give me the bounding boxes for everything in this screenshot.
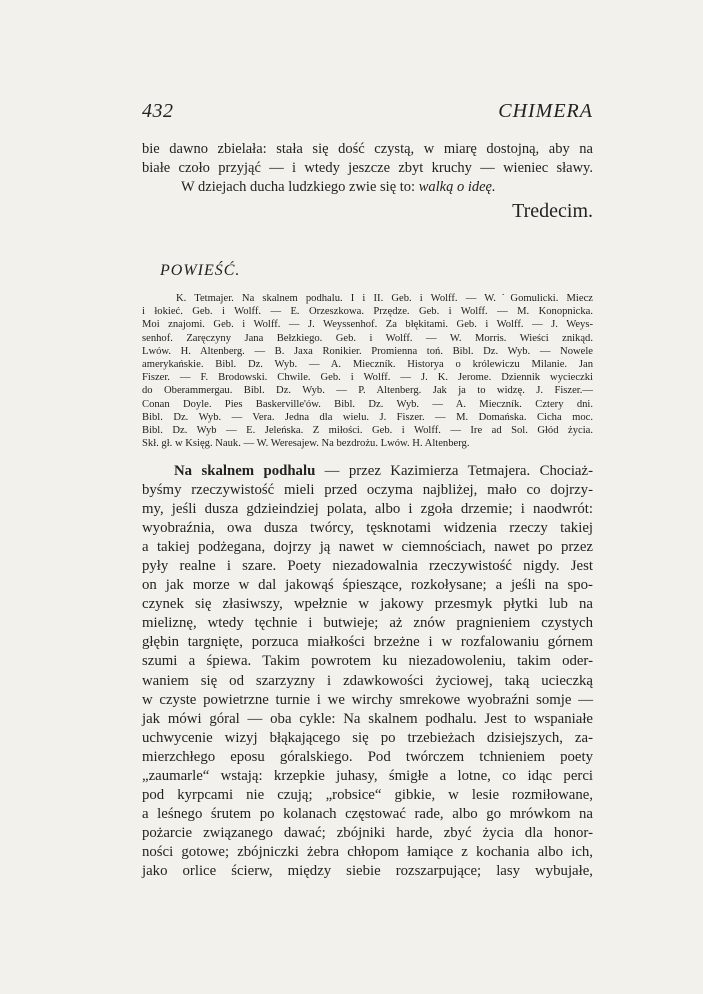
body-line: wyobraźnia, owa dusza twórcy, tęsknotami widzenia rzeczy takiej <box>142 520 593 537</box>
intro-plain: W dziejach ducha ludzkiego zwie się to: <box>181 179 419 195</box>
body-line: „zaumarle“ wstają: krzepkie juhasy, śmigłe a lotne, co idąc perci <box>142 767 593 784</box>
body-line: pod kyrpcami nie czują; „robsice“ gibkie, w lesie rozmiłowane, <box>142 786 593 803</box>
body-line: a takiej podżegana, dojrzy ją nawet w ciemnościach, nawet po przez <box>142 539 593 556</box>
body-line: waniem się od szarzyzny i zdawkowości życiowej, taką ucieczką <box>142 672 593 689</box>
biblio-line: K. Tetmajer. Na skalnem podhalu. I i II. Geb. i Wolff. — W.˙Gomulicki. Miecz <box>176 293 593 304</box>
biblio-line: do Oberammergau. Bibl. Dz. Wyb. — P. Altenberg. Jak ja to widzę. J. Fiszer.— <box>142 385 593 397</box>
review-title: Na skalnem podhalu <box>174 463 316 479</box>
page-number: 432 <box>142 100 174 122</box>
biblio-line: Bibl. Dz. Wyb — E. Jeleńska. Z miłości. Geb. i Wolff. — Ire ad Sol. Głód życia. <box>142 425 593 437</box>
body-line: my, jeśli dusza gdzieindziej polata, albo i zgoła drzemie; i naodwrót: <box>142 501 593 518</box>
bibliography <box>142 292 593 450</box>
body-line: pożarcie związanego dawać; zbójniki harde, zbyć życia dla honor- <box>142 824 593 841</box>
body-line: mierzchłego eposu góralskiego. Pod twórczem tchnieniem poety <box>142 748 593 765</box>
review-lead: — przez Kazimierza Tetmajera. Chociaż- <box>315 463 593 479</box>
body-line: mieliznę, wtedy tęchnie i butwieje; aż znów pragnieniem czystych <box>142 615 593 632</box>
body-line: w czyste powietrzne turnie i we wirchy smrekowe wyobraźni somje — <box>142 691 593 708</box>
intro-line <box>142 178 593 197</box>
intro-line: bie dawno zbielała: stała się dość czystą, w miarę dostojną, aby na <box>142 141 593 157</box>
body-line: a leśnego śrutem po kolanach częstować rade, albo go mrówkom na <box>142 805 593 822</box>
body-line: jak mówi góral — oba cykle: Na skalnem podhalu. Jest to wspaniałe <box>142 710 593 727</box>
biblio-line: senhof. Zaręczyny Jana Bełzkiego. Geb. i Wolff. — W. Morris. Wieści znikąd. <box>142 332 593 344</box>
review-body <box>142 462 593 881</box>
body-line <box>142 462 593 481</box>
body-line: uchwycenie wizyj błąkającego się po trzebieżach dzisiejszych, za- <box>142 729 593 746</box>
intro-italic: walką o ideę. <box>418 179 496 195</box>
signature: Tredecim. <box>512 200 593 222</box>
biblio-line: Lwów. H. Altenberg. — B. Jaxa Ronikier. Promienna toń. Bibl. Dz. Wyb. — Nowele <box>142 345 593 357</box>
body-line: pyły realne i szare. Poety niezadowalnia rzeczywistość nigdy. Jest <box>142 558 593 575</box>
biblio-line: i łokieć. Geb. i Wolff. — E. Orzeszkowa. Przędze. Geb. i Wolff. — M. Konopnicka. <box>142 306 593 318</box>
biblio-line: Conan Doyle. Pies Baskerville'ów. Bibl. Dz. Wyb. — A. Mieczník. Cztery dni. <box>142 398 593 410</box>
body-line: czynek się złasiwszy, wpełznie w jakowy przesmyk płytki lub na <box>142 596 593 613</box>
running-title: CHIMERA <box>498 100 593 122</box>
biblio-line: Moi znajomi. Geb. i Wolff. — J. Weyssenhof. Za błękitami. Geb. i Wolff. — J. Weys- <box>142 319 593 331</box>
intro-line: białe czoło przyjąć — i wtedy jeszcze zbyt kruchy — wieniec sławy. <box>142 160 593 176</box>
biblio-line: Bibl. Dz. Wyb. — Vera. Jedna dla wielu. J. Fiszer. — M. Domańska. Cicha moc. <box>142 411 593 423</box>
biblio-line: amerykańskie. Bibl. Dz. Wyb. — A. Mieczník. Historya o królewiczu Milanie. Jan <box>142 359 593 371</box>
body-line: jako orlice ścierw, między siebie rozszarpujące; lasy wybujałe, <box>142 862 593 879</box>
body-line: on jak morze w dal jakowąś śpieszące, rozkołysane; a jeśli na spo- <box>142 577 593 594</box>
body-line: szumi a śpiewa. Takim powrotem ku niezadowoleniu, takim oder- <box>142 653 593 670</box>
body-line: głębin targnięte, porzuca miałkości brzeżne i w rozfalowaniu górnem <box>142 634 593 651</box>
body-line: ności gotowe; zbójniczki żebra chłopom łamiące z kochania albo ich, <box>142 843 593 860</box>
biblio-line: Skł. gł. w Księg. Nauk. — W. Weresajew. Na bezdrożu. Lwów. H. Altenberg. <box>142 438 470 450</box>
section-title: POWIEŚĆ. <box>160 262 241 279</box>
intro-paragraph <box>142 140 593 197</box>
body-line: byśmy rzeczywistość mieli przed oczyma najbliżej, mało co dojrzy- <box>142 482 593 499</box>
biblio-line: Fiszer. — F. Brodowski. Chwile. Geb. i Wolff. — J. K. Jerome. Dziennik wycieczki <box>142 372 593 384</box>
